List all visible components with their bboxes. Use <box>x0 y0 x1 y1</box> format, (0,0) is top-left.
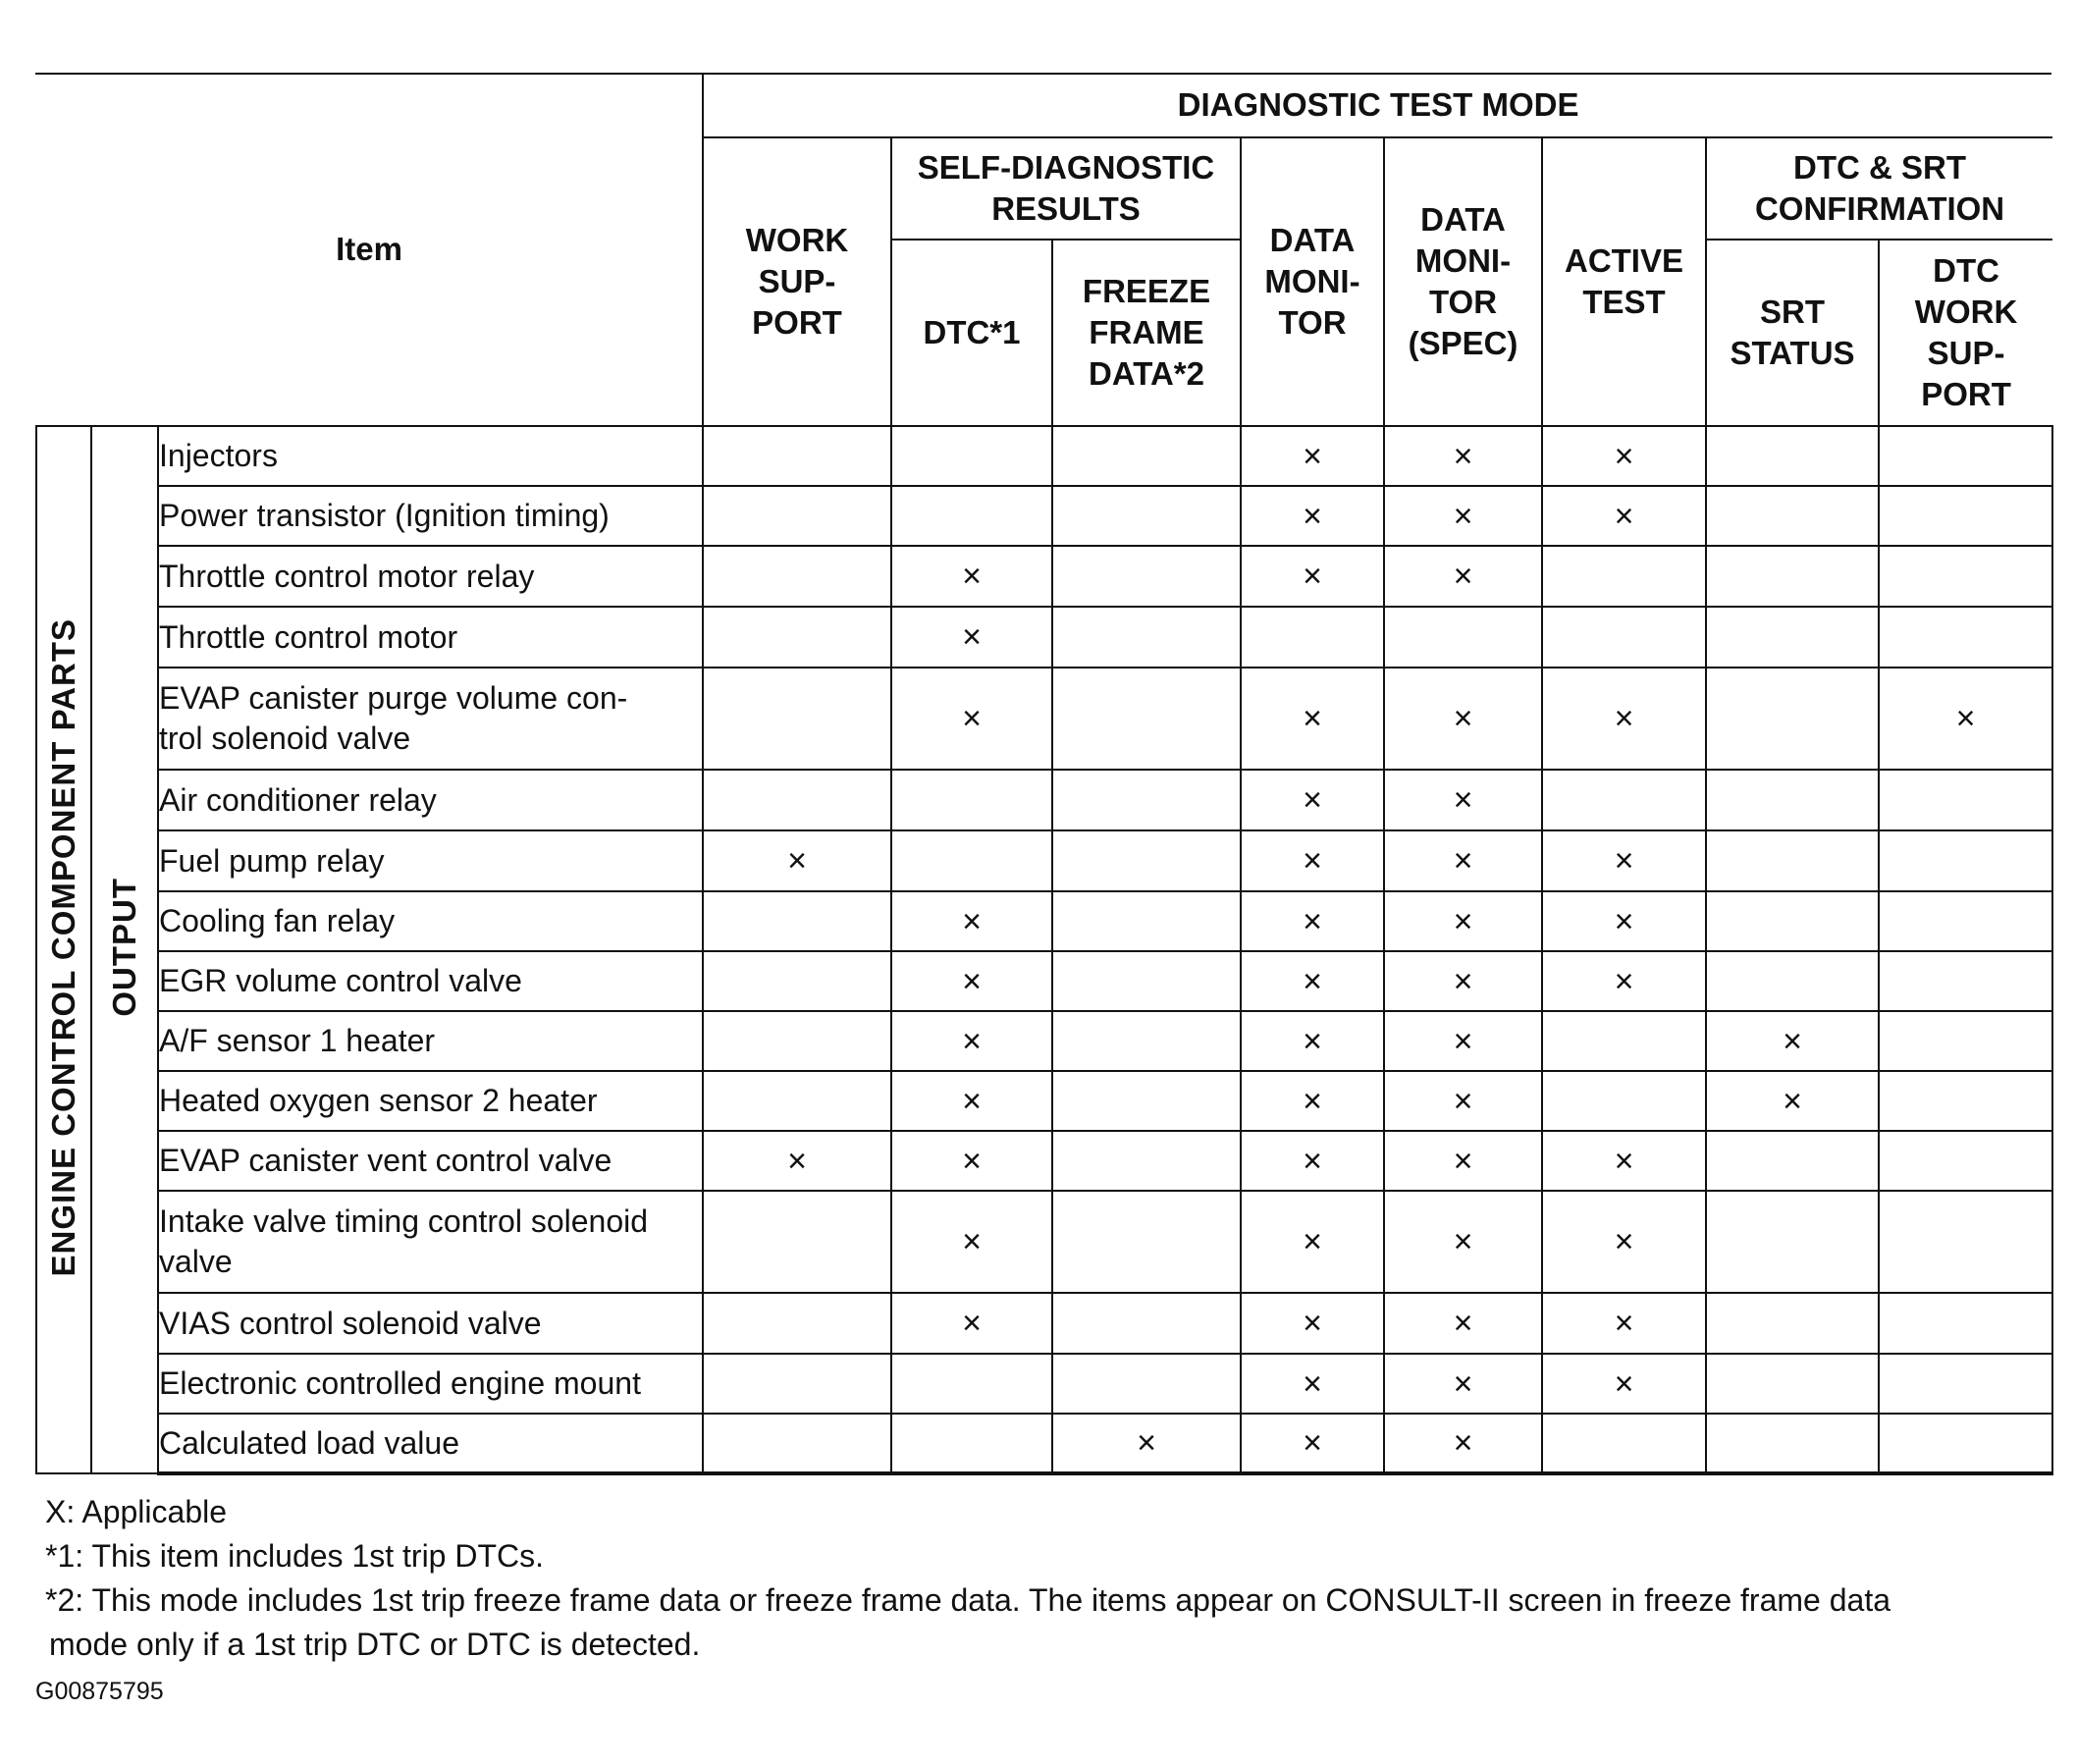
cell-data-monitor: × <box>1241 770 1384 830</box>
note-2-line-2: mode only if a 1st trip DTC or DTC is detected. <box>49 1627 701 1662</box>
side-label-text: ENGINE CONTROL COMPONENT PARTS <box>45 617 81 1277</box>
cell-work-support <box>703 1354 891 1414</box>
cell-data-monitor: × <box>1241 1011 1384 1071</box>
cell-dtc-work-support <box>1879 770 2052 830</box>
cell-data-monitor <box>1241 607 1384 668</box>
cell-data-monitor-spec: × <box>1384 1011 1542 1071</box>
cell-srt-status <box>1706 1354 1879 1414</box>
cell-dtc-work-support <box>1879 546 2052 607</box>
cell-active-test: × <box>1542 1354 1706 1414</box>
cell-freeze-frame-data <box>1052 1354 1241 1414</box>
cell-dtc <box>891 486 1052 546</box>
cell-freeze-frame-data <box>1052 486 1241 546</box>
cell-active-test: × <box>1542 1191 1706 1293</box>
cell-freeze-frame-data: × <box>1052 1414 1241 1473</box>
cell-dtc-work-support <box>1879 486 2052 546</box>
cell-dtc-work-support: × <box>1879 668 2052 770</box>
cell-freeze-frame-data <box>1052 830 1241 891</box>
item-label: VIAS control solenoid valve <box>158 1293 703 1354</box>
cell-active-test: × <box>1542 891 1706 951</box>
cell-srt-status <box>1706 1414 1879 1473</box>
item-label: Air conditioner relay <box>158 770 703 830</box>
cell-data-monitor: × <box>1241 1131 1384 1191</box>
item-label: Throttle control motor relay <box>158 546 703 607</box>
cell-srt-status <box>1706 891 1879 951</box>
cell-active-test <box>1542 770 1706 830</box>
item-label: Cooling fan relay <box>158 891 703 951</box>
table-row <box>36 1131 2052 1191</box>
cell-freeze-frame-data <box>1052 1071 1241 1131</box>
cell-active-test <box>1542 1414 1706 1473</box>
item-label: A/F sensor 1 heater <box>158 1011 703 1071</box>
header-data-monitor-spec: DATA MONI- TOR (SPEC) <box>1384 137 1542 426</box>
header-item: Item <box>36 73 703 426</box>
cell-active-test <box>1542 1011 1706 1071</box>
cell-dtc: × <box>891 951 1052 1011</box>
cell-data-monitor-spec: × <box>1384 546 1542 607</box>
cell-dtc <box>891 770 1052 830</box>
cell-dtc <box>891 1354 1052 1414</box>
table-row <box>36 1293 2052 1354</box>
cell-dtc-work-support <box>1879 1131 2052 1191</box>
cell-active-test: × <box>1542 668 1706 770</box>
cell-work-support <box>703 951 891 1011</box>
table-row <box>36 770 2052 830</box>
cell-data-monitor-spec: × <box>1384 1293 1542 1354</box>
header-freeze-frame-data: FREEZE FRAME DATA*2 <box>1052 240 1241 426</box>
cell-srt-status <box>1706 1293 1879 1354</box>
table-row <box>36 668 2052 770</box>
cell-data-monitor-spec: × <box>1384 1071 1542 1131</box>
cell-freeze-frame-data <box>1052 1011 1241 1071</box>
cell-dtc-work-support <box>1879 951 2052 1011</box>
cell-freeze-frame-data <box>1052 546 1241 607</box>
cell-active-test: × <box>1542 426 1706 486</box>
cell-work-support <box>703 668 891 770</box>
note-applicable: X: Applicable <box>45 1494 228 1529</box>
cell-data-monitor-spec: × <box>1384 830 1542 891</box>
table-row <box>36 1011 2052 1071</box>
cell-dtc-work-support <box>1879 891 2052 951</box>
cell-work-support: × <box>703 830 891 891</box>
cell-data-monitor-spec: × <box>1384 486 1542 546</box>
header-data-monitor: DATA MONI- TOR <box>1241 137 1384 426</box>
cell-freeze-frame-data <box>1052 668 1241 770</box>
cell-data-monitor: × <box>1241 891 1384 951</box>
cell-freeze-frame-data <box>1052 607 1241 668</box>
cell-work-support <box>703 546 891 607</box>
cell-dtc: × <box>891 607 1052 668</box>
cell-freeze-frame-data <box>1052 426 1241 486</box>
cell-data-monitor: × <box>1241 951 1384 1011</box>
cell-data-monitor-spec: × <box>1384 1414 1542 1473</box>
table-row <box>36 1354 2052 1414</box>
header-diagnostic-test-mode: DIAGNOSTIC TEST MODE <box>703 73 2052 137</box>
cell-dtc-work-support <box>1879 426 2052 486</box>
item-label: Injectors <box>158 426 703 486</box>
cell-active-test: × <box>1542 1131 1706 1191</box>
cell-work-support <box>703 426 891 486</box>
cell-dtc: × <box>891 1293 1052 1354</box>
cell-dtc <box>891 830 1052 891</box>
cell-data-monitor-spec: × <box>1384 891 1542 951</box>
item-label: Heated oxygen sensor 2 heater <box>158 1071 703 1131</box>
cell-data-monitor: × <box>1241 1071 1384 1131</box>
cell-active-test: × <box>1542 951 1706 1011</box>
cell-data-monitor: × <box>1241 546 1384 607</box>
cell-data-monitor-spec: × <box>1384 668 1542 770</box>
cell-srt-status <box>1706 1131 1879 1191</box>
footnotes <box>45 1490 2057 1667</box>
header-dtc: DTC*1 <box>891 240 1052 426</box>
cell-srt-status <box>1706 1191 1879 1293</box>
diagnostic-test-mode-table <box>35 73 2053 1475</box>
cell-data-monitor-spec: × <box>1384 426 1542 486</box>
cell-work-support <box>703 1414 891 1473</box>
item-label: EGR volume control valve <box>158 951 703 1011</box>
cell-work-support <box>703 891 891 951</box>
table-header <box>36 73 2052 426</box>
cell-data-monitor: × <box>1241 1293 1384 1354</box>
header-dtc-work-support: DTC WORK SUP- PORT <box>1879 240 2052 426</box>
cell-active-test: × <box>1542 830 1706 891</box>
cell-work-support: × <box>703 1131 891 1191</box>
cell-data-monitor: × <box>1241 1354 1384 1414</box>
cell-active-test <box>1542 607 1706 668</box>
item-label: Power transistor (Ignition timing) <box>158 486 703 546</box>
cell-dtc: × <box>891 1131 1052 1191</box>
note-2-line-1: *2: This mode includes 1st trip freeze frame data or freeze frame data. The items appear on CONSULT-II screen in freeze frame data <box>45 1582 1891 1618</box>
note-1: *1: This item includes 1st trip DTCs. <box>45 1538 545 1574</box>
cell-dtc-work-support <box>1879 1191 2052 1293</box>
cell-srt-status: × <box>1706 1071 1879 1131</box>
cell-dtc: × <box>891 546 1052 607</box>
cell-dtc-work-support <box>1879 607 2052 668</box>
cell-srt-status <box>1706 668 1879 770</box>
figure-id: G00875795 <box>35 1678 164 1705</box>
cell-freeze-frame-data <box>1052 1131 1241 1191</box>
cell-dtc: × <box>891 891 1052 951</box>
cell-dtc: × <box>891 1071 1052 1131</box>
cell-dtc-work-support <box>1879 1071 2052 1131</box>
cell-active-test <box>1542 1071 1706 1131</box>
table-row <box>36 1191 2052 1293</box>
cell-srt-status <box>1706 830 1879 891</box>
table-row <box>36 1414 2052 1473</box>
cell-data-monitor: × <box>1241 1191 1384 1293</box>
cell-freeze-frame-data <box>1052 891 1241 951</box>
cell-data-monitor: × <box>1241 426 1384 486</box>
table-row <box>36 1071 2052 1131</box>
cell-work-support <box>703 1191 891 1293</box>
cell-dtc: × <box>891 668 1052 770</box>
item-label: EVAP canister vent control valve <box>158 1131 703 1191</box>
cell-data-monitor: × <box>1241 668 1384 770</box>
header-work-support: WORK SUP- PORT <box>703 137 891 426</box>
side-label-text: OUTPUT <box>106 878 142 1017</box>
header-dtc-srt-confirmation: DTC & SRT CONFIRMATION <box>1706 137 2052 240</box>
cell-work-support <box>703 607 891 668</box>
cell-work-support <box>703 770 891 830</box>
cell-dtc: × <box>891 1011 1052 1071</box>
cell-srt-status: × <box>1706 1011 1879 1071</box>
cell-data-monitor: × <box>1241 486 1384 546</box>
cell-srt-status <box>1706 486 1879 546</box>
cell-work-support <box>703 1293 891 1354</box>
cell-active-test <box>1542 546 1706 607</box>
cell-work-support <box>703 1011 891 1071</box>
header-srt-status: SRT STATUS <box>1706 240 1879 426</box>
item-label: Calculated load value <box>158 1414 703 1473</box>
cell-active-test: × <box>1542 1293 1706 1354</box>
cell-srt-status <box>1706 426 1879 486</box>
table-row <box>36 607 2052 668</box>
cell-dtc <box>891 1414 1052 1473</box>
side-label-engine-control-component-parts <box>36 426 91 1473</box>
cell-data-monitor-spec: × <box>1384 1131 1542 1191</box>
item-label: Intake valve timing control solenoid valve <box>158 1191 703 1293</box>
cell-dtc <box>891 426 1052 486</box>
side-label-output <box>91 426 158 1473</box>
cell-data-monitor-spec: × <box>1384 1354 1542 1414</box>
table-row <box>36 426 2052 486</box>
cell-srt-status <box>1706 607 1879 668</box>
cell-data-monitor-spec <box>1384 607 1542 668</box>
table-row <box>36 891 2052 951</box>
cell-data-monitor-spec: × <box>1384 1191 1542 1293</box>
table-row <box>36 486 2052 546</box>
cell-freeze-frame-data <box>1052 770 1241 830</box>
table-row <box>36 830 2052 891</box>
cell-dtc-work-support <box>1879 1414 2052 1473</box>
cell-active-test: × <box>1542 486 1706 546</box>
item-label: Fuel pump relay <box>158 830 703 891</box>
cell-dtc-work-support <box>1879 830 2052 891</box>
header-active-test: ACTIVE TEST <box>1542 137 1706 426</box>
cell-data-monitor: × <box>1241 830 1384 891</box>
cell-freeze-frame-data <box>1052 1191 1241 1293</box>
cell-freeze-frame-data <box>1052 951 1241 1011</box>
cell-dtc-work-support <box>1879 1354 2052 1414</box>
cell-dtc: × <box>891 1191 1052 1293</box>
cell-dtc-work-support <box>1879 1293 2052 1354</box>
table-body <box>36 426 2052 1473</box>
cell-dtc-work-support <box>1879 1011 2052 1071</box>
cell-work-support <box>703 486 891 546</box>
cell-work-support <box>703 1071 891 1131</box>
cell-srt-status <box>1706 770 1879 830</box>
item-label: EVAP canister purge volume con- trol solenoid valve <box>158 668 703 770</box>
cell-data-monitor-spec: × <box>1384 951 1542 1011</box>
cell-data-monitor-spec: × <box>1384 770 1542 830</box>
header-self-diagnostic-results: SELF-DIAGNOSTIC RESULTS <box>891 137 1241 240</box>
table-row <box>36 546 2052 607</box>
item-label: Throttle control motor <box>158 607 703 668</box>
cell-srt-status <box>1706 951 1879 1011</box>
cell-data-monitor: × <box>1241 1414 1384 1473</box>
item-label: Electronic controlled engine mount <box>158 1354 703 1414</box>
cell-freeze-frame-data <box>1052 1293 1241 1354</box>
cell-srt-status <box>1706 546 1879 607</box>
table-row <box>36 951 2052 1011</box>
